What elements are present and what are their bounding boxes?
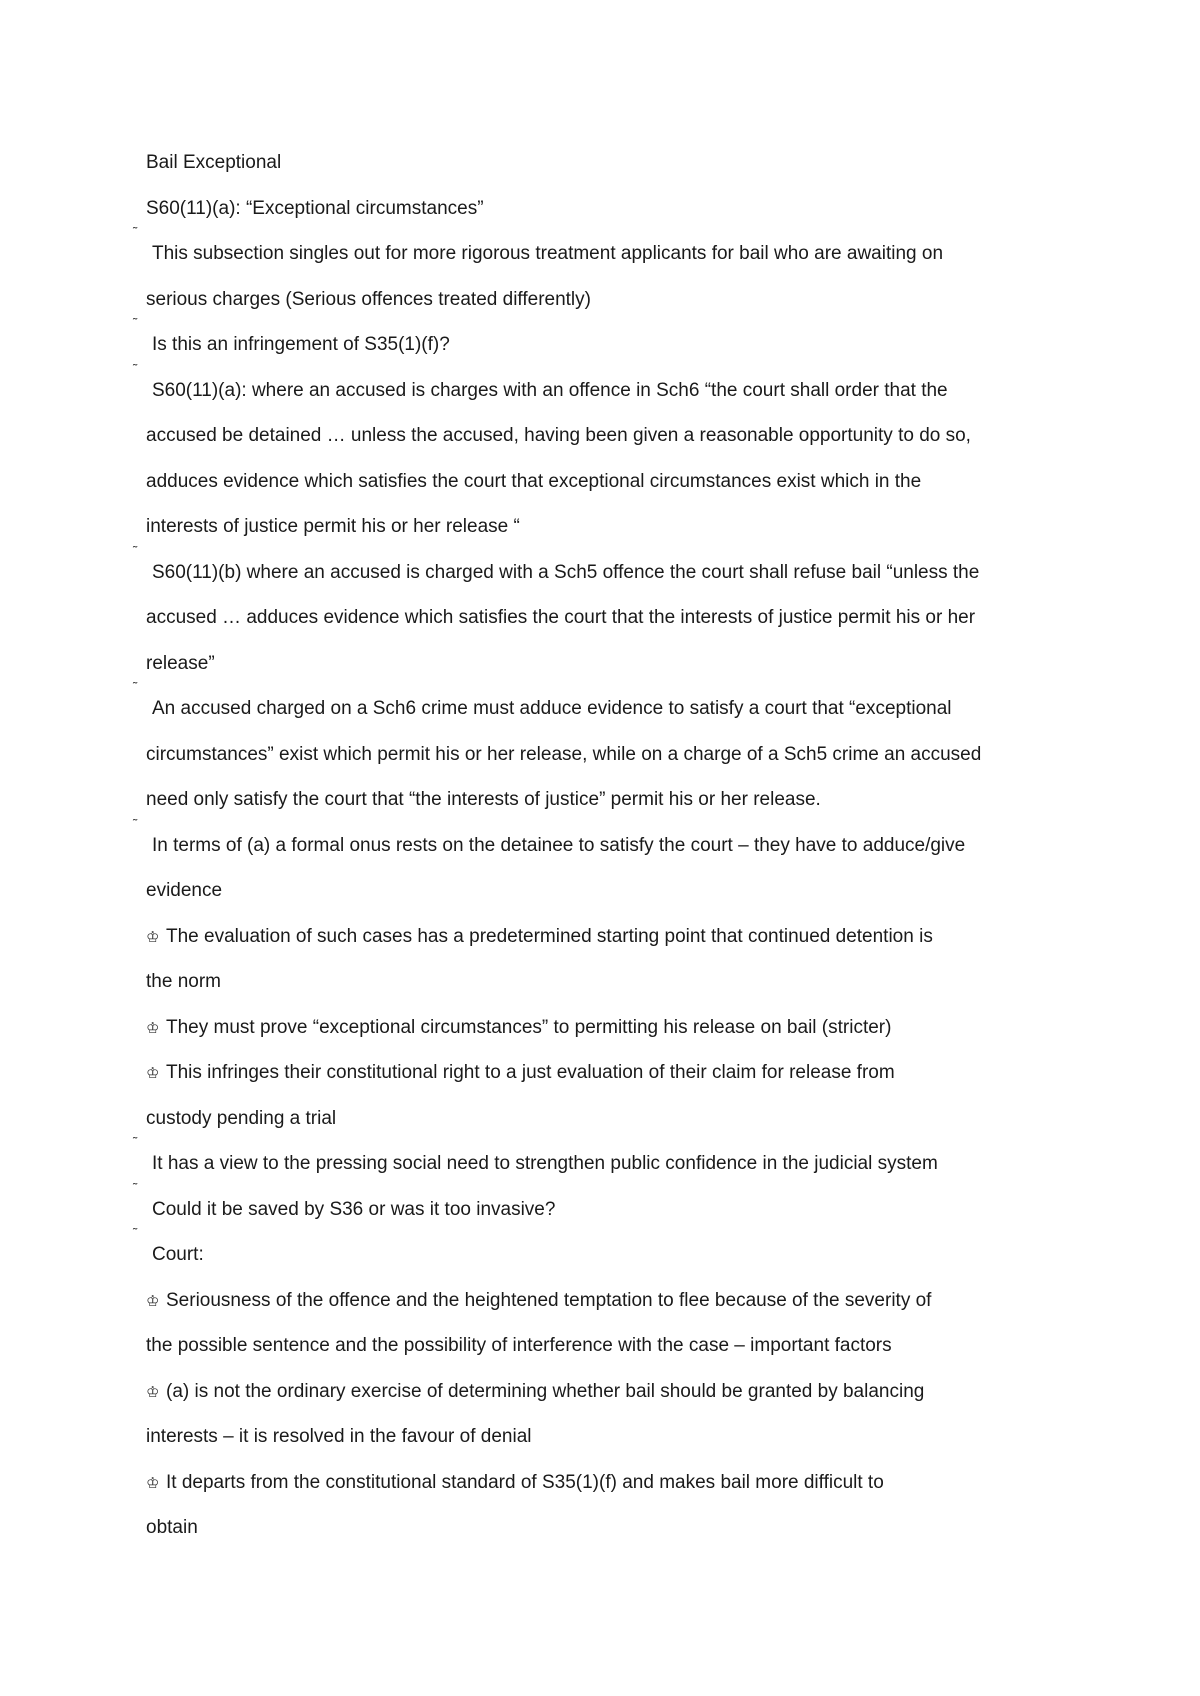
- bullet-text: Court:: [152, 1244, 204, 1265]
- bullet-item: [133, 1225, 1046, 1278]
- continuation-line: evidence: [146, 880, 223, 901]
- tilde-bullet-icon: ˜: [133, 1134, 138, 1149]
- document-title: Bail Exceptional: [146, 152, 282, 173]
- bullet-item: [133, 1134, 1046, 1187]
- tilde-bullet-icon: ˜: [133, 679, 138, 694]
- sub-bullet-item: [146, 914, 1046, 960]
- sub-bullet-text: The evaluation of such cases has a predetermined starting point that continued detention is: [166, 925, 933, 947]
- sub-bullet-item: [146, 1050, 1046, 1096]
- bullet-text: Could it be saved by S36 or was it too invasive?: [152, 1198, 556, 1220]
- continuation-line: the possible sentence and the possibility of interference with the case – important factors: [146, 1335, 892, 1356]
- bullet-text: S60(11)(b) where an accused is charged with a Sch5 offence the court shall refuse bail “unless the: [152, 561, 980, 583]
- tilde-bullet-icon: ˜: [133, 315, 138, 330]
- crown-bullet-icon: ♔: [146, 1292, 160, 1310]
- document-body: [133, 140, 1046, 1551]
- continuation-line: serious charges (Serious offences treated differently): [146, 288, 591, 310]
- continuation-line: the norm: [146, 971, 221, 992]
- sub-bullet-item: [146, 1005, 1046, 1051]
- continuation-line: obtain: [146, 1517, 198, 1538]
- document-lines: [133, 186, 1046, 1551]
- continuation-line: accused be detained … unless the accused, having been given a reasonable opportunity to do so,: [146, 425, 971, 446]
- bullet-item: [133, 360, 1046, 414]
- sub-bullet-text: This infringes their constitutional right to a just evaluation of their claim for release from: [166, 1062, 895, 1083]
- tilde-bullet-icon: ˜: [133, 1225, 138, 1240]
- bullet-item: [133, 224, 1046, 277]
- continuation-line: circumstances” exist which permit his or her release, while on a charge of a Sch5 crime an accused: [146, 743, 982, 765]
- crown-bullet-icon: ♔: [146, 928, 160, 946]
- tilde-bullet-icon: ˜: [133, 815, 138, 831]
- crown-bullet-icon: ♔: [146, 1065, 160, 1082]
- continuation-line: interests of justice permit his or her release “: [146, 516, 520, 537]
- tilde-bullet-icon: ˜: [133, 360, 138, 376]
- tilde-bullet-icon: ˜: [133, 224, 138, 239]
- crown-bullet-icon: ♔: [146, 1383, 160, 1401]
- bullet-text: An accused charged on a Sch6 crime must adduce evidence to satisfy a court that “exceptional: [152, 698, 952, 719]
- sub-bullet-item: [146, 1278, 1046, 1324]
- crown-bullet-icon: ♔: [146, 1019, 160, 1037]
- bullet-item: [133, 1179, 1046, 1233]
- bullet-text: This subsection singles out for more rigorous treatment applicants for bail who are awaiting on: [152, 243, 944, 264]
- tilde-bullet-icon: ˜: [133, 1179, 138, 1195]
- continuation-line: accused … adduces evidence which satisfies the court that the interests of justice permit his or her: [146, 607, 976, 628]
- bullet-text: In terms of (a) a formal onus rests on the detainee to satisfy the court – they have to adduce/give: [152, 834, 966, 856]
- bullet-item: [133, 542, 1046, 596]
- tilde-bullet-icon: ˜: [133, 542, 138, 558]
- bullet-text: It has a view to the pressing social need to strengthen public confidence in the judicial system: [152, 1153, 938, 1174]
- continuation-line: release”: [146, 652, 215, 674]
- bullet-item: [133, 315, 1046, 368]
- sub-bullet-text: They must prove “exceptional circumstances” to permitting his release on bail (stricter): [166, 1016, 892, 1038]
- crown-bullet-icon: ♔: [146, 1474, 160, 1492]
- continuation-line: interests – it is resolved in the favour of denial: [146, 1426, 532, 1447]
- sub-bullet-text: Seriousness of the offence and the heightened temptation to flee because of the severity of: [166, 1289, 932, 1311]
- sub-bullet-text: (a) is not the ordinary exercise of determining whether bail should be granted by balancing: [166, 1380, 925, 1402]
- continuation-line: adduces evidence which satisfies the court that exceptional circumstances exist which in the: [146, 470, 922, 492]
- bullet-text: Is this an infringement of S35(1)(f)?: [152, 334, 450, 355]
- heading-line: S60(11)(a): “Exceptional circumstances”: [146, 197, 484, 219]
- sub-bullet-text: It departs from the constitutional standard of S35(1)(f) and makes bail more difficult to: [166, 1471, 884, 1493]
- sub-bullet-item: [146, 1460, 1046, 1506]
- bullet-item: [133, 679, 1046, 732]
- bullet-text: S60(11)(a): where an accused is charges with an offence in Sch6 “the court shall order that the: [152, 379, 948, 401]
- continuation-line: custody pending a trial: [146, 1107, 337, 1129]
- continuation-line: need only satisfy the court that “the interests of justice” permit his or her release.: [146, 789, 821, 810]
- sub-bullet-item: [146, 1369, 1046, 1415]
- bullet-item: [133, 815, 1046, 869]
